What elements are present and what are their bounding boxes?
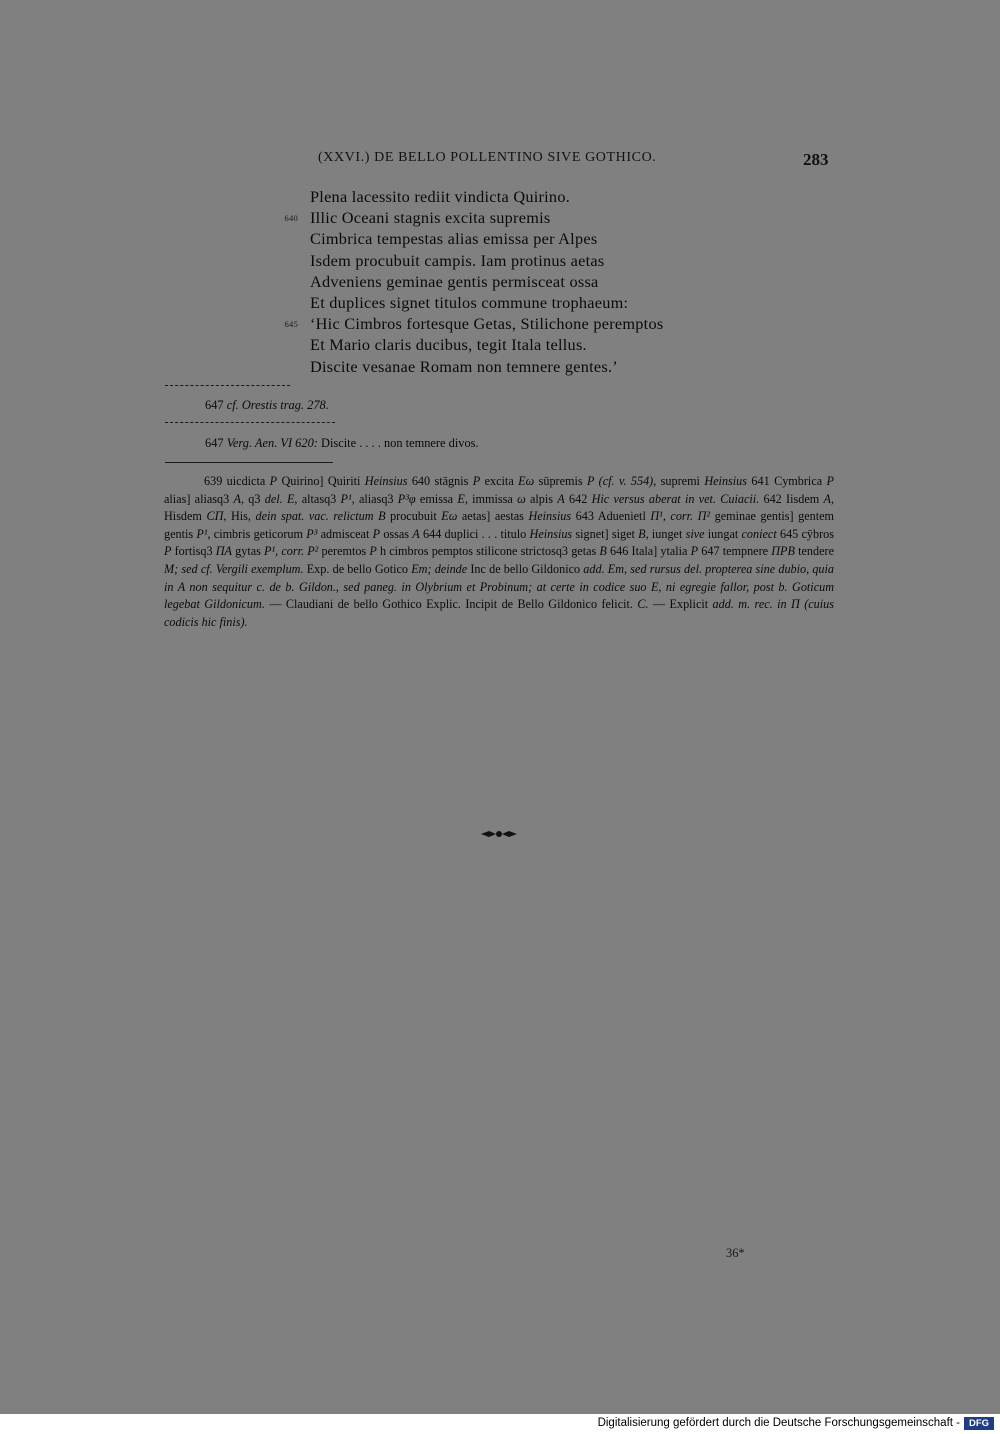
apparatus-siglum: Eω xyxy=(441,509,458,524)
apparatus-text: 642 Iisdem xyxy=(759,491,824,506)
apparatus-text: supremi xyxy=(656,474,705,488)
apparatus-siglum: Heinsius xyxy=(528,509,572,524)
apparatus-text: tendere xyxy=(794,544,834,559)
apparatus-siglum: E, xyxy=(457,491,468,506)
apparatus-siglum: C. xyxy=(637,597,649,612)
apparatus-siglum: Eω xyxy=(518,474,535,488)
apparatus-text: 642 xyxy=(564,491,592,506)
footnote-source xyxy=(205,436,479,451)
apparatus-text: emissa xyxy=(415,491,458,506)
apparatus-siglum: B xyxy=(599,544,607,559)
apparatus-text: 639 uicdicta xyxy=(204,474,270,488)
apparatus-text: , cimbris geticorum xyxy=(207,526,307,541)
apparatus-text: altasq3 xyxy=(297,491,341,506)
verse-text: Cimbrica tempestas alias emissa per Alpes xyxy=(310,229,598,249)
apparatus-text: His, xyxy=(226,509,256,524)
verse-line xyxy=(310,292,770,313)
apparatus-text: 646 Itala] ytalia xyxy=(606,544,691,559)
apparatus-text: 640 stāgnis xyxy=(407,474,473,488)
apparatus-siglum: P¹, corr. P² xyxy=(264,544,319,559)
apparatus-siglum: del. E, xyxy=(264,491,298,506)
verse-text: Et duplices signet titulos commune trophaeum: xyxy=(310,292,629,312)
apparatus-text: fortisq3 xyxy=(171,544,216,559)
footer-bar xyxy=(0,1414,1000,1434)
apparatus-text: Hisdem xyxy=(164,509,207,524)
apparatus-text: iunget xyxy=(648,526,686,541)
apparatus-text: iungat xyxy=(704,526,742,541)
apparatus-note: Hic versus aberat in vet. Cuiacii. xyxy=(591,491,760,506)
apparatus-text: Exp. de bello Gotico xyxy=(303,561,412,576)
apparatus-siglum: P xyxy=(472,474,481,488)
apparatus-siglum: P¹ xyxy=(196,526,208,541)
footnote-reference: cf. Orestis trag. 278. xyxy=(226,398,329,412)
apparatus-text: 644 duplici . . . titulo xyxy=(419,526,530,541)
apparatus-text: alpis xyxy=(525,491,558,506)
verse-line xyxy=(310,271,770,292)
apparatus-siglum: P xyxy=(164,544,172,559)
apparatus-siglum: A xyxy=(557,491,565,506)
verse-line xyxy=(310,250,770,271)
apparatus-text: 647 tempnere xyxy=(698,544,772,559)
verse-line xyxy=(284,207,770,228)
funding-note: Digitalisierung gefördert durch die Deutsche Forschungsgemeinschaft - xyxy=(597,1417,960,1429)
apparatus-text: procubuit xyxy=(385,509,442,524)
verse-line xyxy=(310,356,770,377)
apparatus-siglum: P³ xyxy=(306,526,318,541)
line-number: 645 xyxy=(284,319,298,330)
apparatus-text: 641 Cymbrica xyxy=(747,474,827,488)
signature-mark: 36* xyxy=(726,1246,745,1260)
apparatus-text: alias] aliasq3 xyxy=(164,491,234,506)
apparatus-siglum: ω xyxy=(517,491,526,506)
apparatus-siglum: P xyxy=(690,544,699,559)
apparatus-siglum: ΠPB xyxy=(771,544,795,559)
apparatus-note: sive xyxy=(685,526,705,541)
footnote-text: Discite . . . . non temnere divos. xyxy=(321,436,479,450)
verse-block xyxy=(284,186,770,377)
apparatus-siglum: B, xyxy=(638,526,649,541)
apparatus-siglum: Heinsius xyxy=(364,474,408,488)
verse-line xyxy=(310,334,770,355)
apparatus-siglum: Π¹, corr. Π² xyxy=(650,509,711,524)
apparatus-siglum: P xyxy=(369,544,377,559)
verse-text: Isdem procubuit campis. Iam protinus aetas xyxy=(310,250,605,270)
apparatus-siglum: P¹ xyxy=(340,491,352,506)
apparatus-text: h cimbros pemptos stilicone strictosq3 getas xyxy=(376,544,600,559)
separator-rule xyxy=(165,422,335,424)
apparatus-note: M; sed cf. Vergili exemplum. xyxy=(164,561,304,576)
apparatus-text: 643 Aduenietl xyxy=(571,509,651,524)
apparatus-text: peremtos xyxy=(318,544,370,559)
apparatus-text: 645 cȳbros xyxy=(776,526,834,541)
apparatus-text: , q3 xyxy=(240,491,265,506)
apparatus-siglum: Heinsius xyxy=(529,526,573,541)
apparatus-siglum: P (cf. v. 554), xyxy=(587,474,657,488)
footnote-number: 647 xyxy=(205,436,224,450)
dfg-logo-icon: DFG xyxy=(964,1417,994,1430)
apparatus-text: excita xyxy=(480,474,519,488)
running-title: (XXVI.) DE BELLO POLLENTINO SIVE GOTHICO. xyxy=(318,150,657,165)
apparatus-text: — Claudiani de bello Gothico Explic. Incipit de Bello Gildonico felicit. xyxy=(264,597,638,612)
apparatus-text: admisceat xyxy=(317,526,373,541)
ornament-icon xyxy=(480,829,518,839)
separator-rule xyxy=(165,462,333,463)
apparatus-text: Quirino] Quiriti xyxy=(277,474,365,488)
apparatus-text: geminae gentis] gentem gentis xyxy=(164,509,834,541)
verse-text: Illic Oceani stagnis excita supremis xyxy=(310,208,551,228)
verse-text: Et Mario claris ducibus, tegit Itala tellus. xyxy=(310,335,587,355)
apparatus-siglum: Heinsius xyxy=(704,474,747,488)
apparatus-note: dein spat. vac. relictum B xyxy=(255,509,386,524)
apparatus-text: ossas xyxy=(380,526,413,541)
apparatus-note: add. m. rec. in Π (cuius codicis hic finis). xyxy=(164,597,835,629)
verse-line xyxy=(284,313,770,334)
apparatus-text: , aliasq3 xyxy=(351,491,398,506)
verse-text: Plena lacessito rediit vindicta Quirino. xyxy=(310,187,571,206)
apparatus-siglum: A xyxy=(412,526,420,541)
apparatus-siglum: A, xyxy=(823,491,834,506)
critical-apparatus xyxy=(164,473,834,631)
apparatus-text: Inc de bello Gildonico xyxy=(467,561,584,576)
line-number: 640 xyxy=(284,213,298,224)
apparatus-text: aetas] aestas xyxy=(457,509,529,524)
apparatus-text: — Explicit xyxy=(648,597,713,612)
apparatus-siglum: CΠ, xyxy=(206,509,227,524)
verse-text: Adveniens geminae gentis permisceat ossa xyxy=(310,271,599,291)
verse-line xyxy=(310,186,770,207)
apparatus-siglum: P xyxy=(826,474,834,488)
apparatus-text: signet] siget xyxy=(572,526,639,541)
apparatus-note: coniect xyxy=(741,526,777,541)
apparatus-siglum: P xyxy=(269,474,278,488)
footnote-number: 647 xyxy=(205,398,224,412)
page-number: 283 xyxy=(803,150,829,169)
footnote-parallel xyxy=(205,398,329,413)
apparatus-siglum: P xyxy=(372,526,381,541)
apparatus-text: gytas xyxy=(231,544,265,559)
apparatus-note: add. Em, sed rursus del. propterea sine dubio, quia in A non sequitur c. de b. Gildon., sed paneg. in Olybrium et Probinum; at certe in codice suo E, ni egregie fallor, post b. Goticum legebat Gildonicum. xyxy=(164,561,835,612)
apparatus-siglum: A xyxy=(233,491,241,506)
apparatus-siglum: ΠA xyxy=(215,544,232,559)
verse-text: ‘Hic Cimbros fortesque Getas, Stilichone peremptos xyxy=(310,314,664,334)
footnote-reference: Verg. Aen. VI 620: xyxy=(226,436,318,450)
apparatus-text: immissa xyxy=(467,491,518,506)
separator-rule xyxy=(165,385,290,387)
verse-text: Discite vesanae Romam non temnere gentes.’ xyxy=(310,356,618,376)
apparatus-siglum: P³φ xyxy=(397,491,416,506)
verse-line xyxy=(310,228,770,249)
apparatus-note: Em; deinde xyxy=(411,561,468,576)
apparatus-text: sūpremis xyxy=(534,474,588,488)
